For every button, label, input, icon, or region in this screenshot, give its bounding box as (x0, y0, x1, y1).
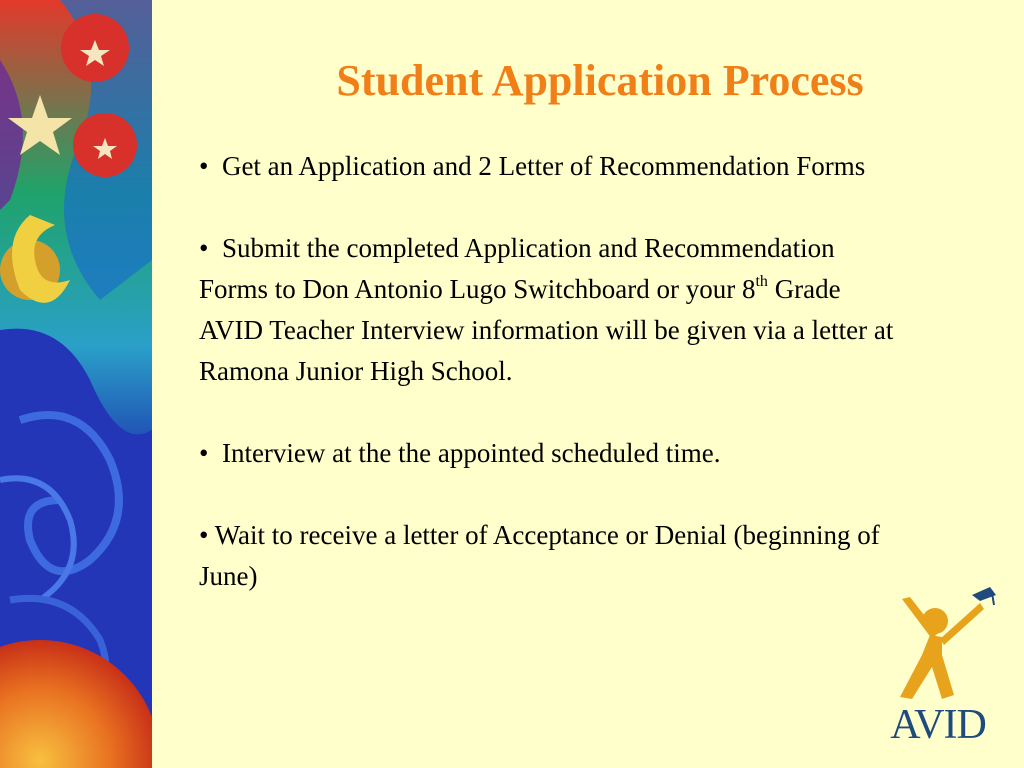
avid-logo-text: AVID (890, 702, 986, 748)
avid-figure-icon (880, 585, 1000, 705)
bullet-item (199, 146, 899, 187)
bullet-text-continued: Grade AVID Teacher Interview information will be given via a letter at Ramona Junior High School. (199, 274, 894, 386)
bullet-text: Submit the completed Application and Recommendation Forms to Don Antonio Lugo Switchboard or your 8 (199, 233, 835, 304)
decorative-side-artwork (0, 0, 152, 768)
bullet-text: Interview at the the appointed scheduled time. (221, 438, 721, 468)
avid-logo (880, 585, 1000, 755)
bullet-marker: • (199, 233, 222, 263)
bullet-text: Get an Application and 2 Letter of Recommendation Forms (221, 151, 866, 181)
bullet-marker: • (199, 438, 222, 468)
bullet-text: Wait to receive a letter of Acceptance or Denial (beginning of June) (199, 520, 880, 591)
bullet-item (199, 433, 899, 474)
superscript-ordinal: th (755, 273, 768, 290)
slide-body (199, 146, 899, 597)
slide-title: Student Application Process (336, 56, 864, 105)
bullet-marker: • (199, 520, 215, 550)
bullet-item (199, 228, 899, 392)
bullet-marker: • (199, 151, 222, 181)
bullet-item (199, 515, 899, 597)
